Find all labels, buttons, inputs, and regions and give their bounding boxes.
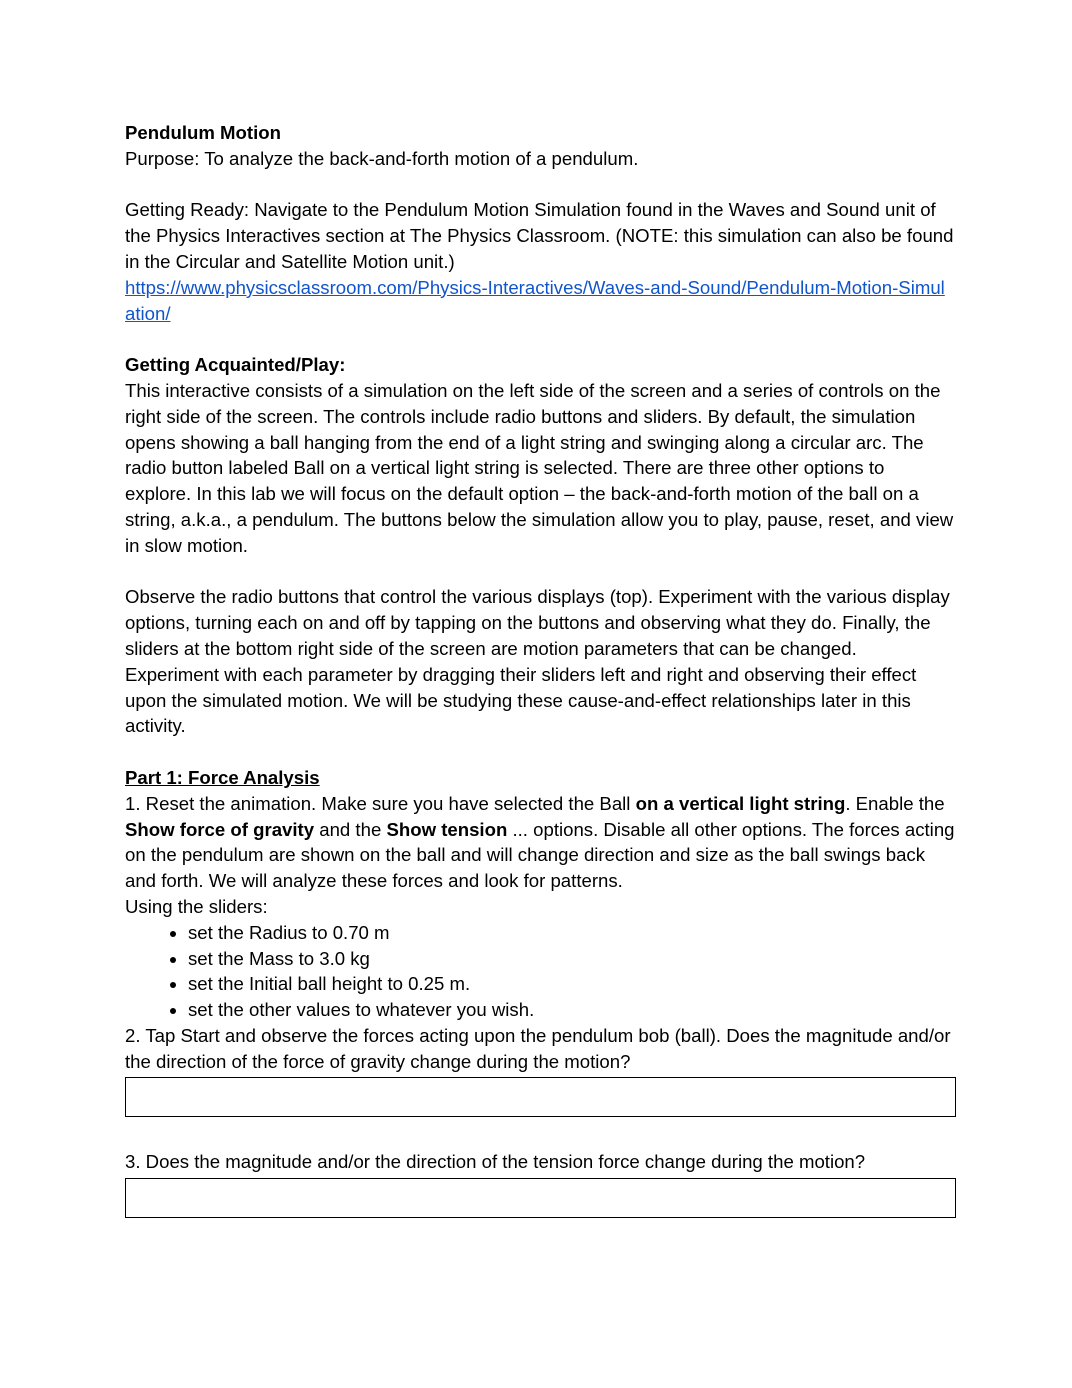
list-item: • set the Initial ball height to 0.25 m.	[188, 971, 955, 997]
question-2-answer-box[interactable]	[125, 1077, 956, 1117]
list-item: • set the Radius to 0.70 m	[188, 920, 955, 946]
step1-text-g: ... options. Disable all other options. The forces acting on the pendulum are shown on the ball and will change direction and size as the ball swings back and forth. We will analyze these forces and look for patterns.	[125, 818, 955, 892]
acquainted-paragraph-1: This interactive consists of a simulation on the left side of the screen and a series of controls on the right side of the screen. The controls include radio buttons and sliders. By default, the simulation opens showing a ball hanging from the end of a light string and swinging along a circular arc. The radio button labeled Ball on a vertical light string is selected. There are three other options to explore. In this lab we will focus on the default option – the back-and-forth motion of the ball on a string, a.k.a., a pendulum. The buttons below the simulation allow you to play, pause, reset, and view in slow motion.	[125, 379, 954, 556]
document-page	[125, 120, 955, 1218]
question-3: 3. Does the magnitude and/or the direction of the tension force change during the motion?	[125, 1151, 866, 1173]
step1-text-e: and the	[314, 818, 387, 840]
simulation-link[interactable]: https://www.physicsclassroom.com/Physics-Interactives/Waves-and-Sound/Pendulum-Motion-Simulation/	[125, 276, 945, 324]
step1-bold-tension: Show tension	[386, 818, 508, 840]
using-sliders-text: Using the sliders:	[125, 895, 268, 917]
step1-bold-string: on a vertical light string	[635, 792, 846, 814]
spacer	[125, 739, 955, 765]
purpose-text: Purpose: To analyze the back-and-forth motion of a pendulum.	[125, 147, 639, 169]
acquainted-paragraph-2: Observe the radio buttons that control the various displays (top). Experiment with the various display options, turning each on and off by tapping on the buttons and observing what they do. Finally, the sliders at the bottom right side of the screen are motion parameters that can be changed. Experiment with each parameter by dragging their sliders left and right and observing their effect upon the simulated motion. We will be studying these cause-and-effect relationships later in this activity.	[125, 586, 950, 737]
acquainted-heading: Getting Acquainted/Play:	[125, 354, 346, 376]
step1-bold-gravity: Show force of gravity	[125, 818, 315, 840]
spacer	[125, 1117, 955, 1149]
list-item: • set the Mass to 3.0 kg	[188, 946, 955, 972]
step1-text	[125, 791, 955, 894]
part1-heading: Part 1: Force Analysis	[125, 766, 320, 788]
question-2: 2. Tap Start and observe the forces acting upon the pendulum bob (ball). Does the magnitude and/or the direction of the force of gravity change during the motion?	[125, 1024, 951, 1072]
spacer	[125, 326, 955, 352]
step1-text-c: . Enable the	[845, 792, 945, 814]
spacer	[125, 559, 955, 585]
step1-text-a: 1. Reset the animation. Make sure you have selected the Ball	[125, 792, 636, 814]
slider-settings-list	[125, 920, 955, 1023]
getting-ready-body: Getting Ready: Navigate to the Pendulum Motion Simulation found in the Waves and Sound unit of the Physics Interactives section at The Physics Classroom. (NOTE: this simulation can also be found in the Circular and Satellite Motion unit.)	[125, 199, 954, 272]
document-title: Pendulum Motion	[125, 122, 281, 143]
question-3-answer-box[interactable]	[125, 1178, 956, 1218]
list-item: • set the other values to whatever you wish.	[188, 997, 955, 1023]
spacer	[125, 172, 955, 198]
getting-ready-text	[125, 197, 955, 326]
